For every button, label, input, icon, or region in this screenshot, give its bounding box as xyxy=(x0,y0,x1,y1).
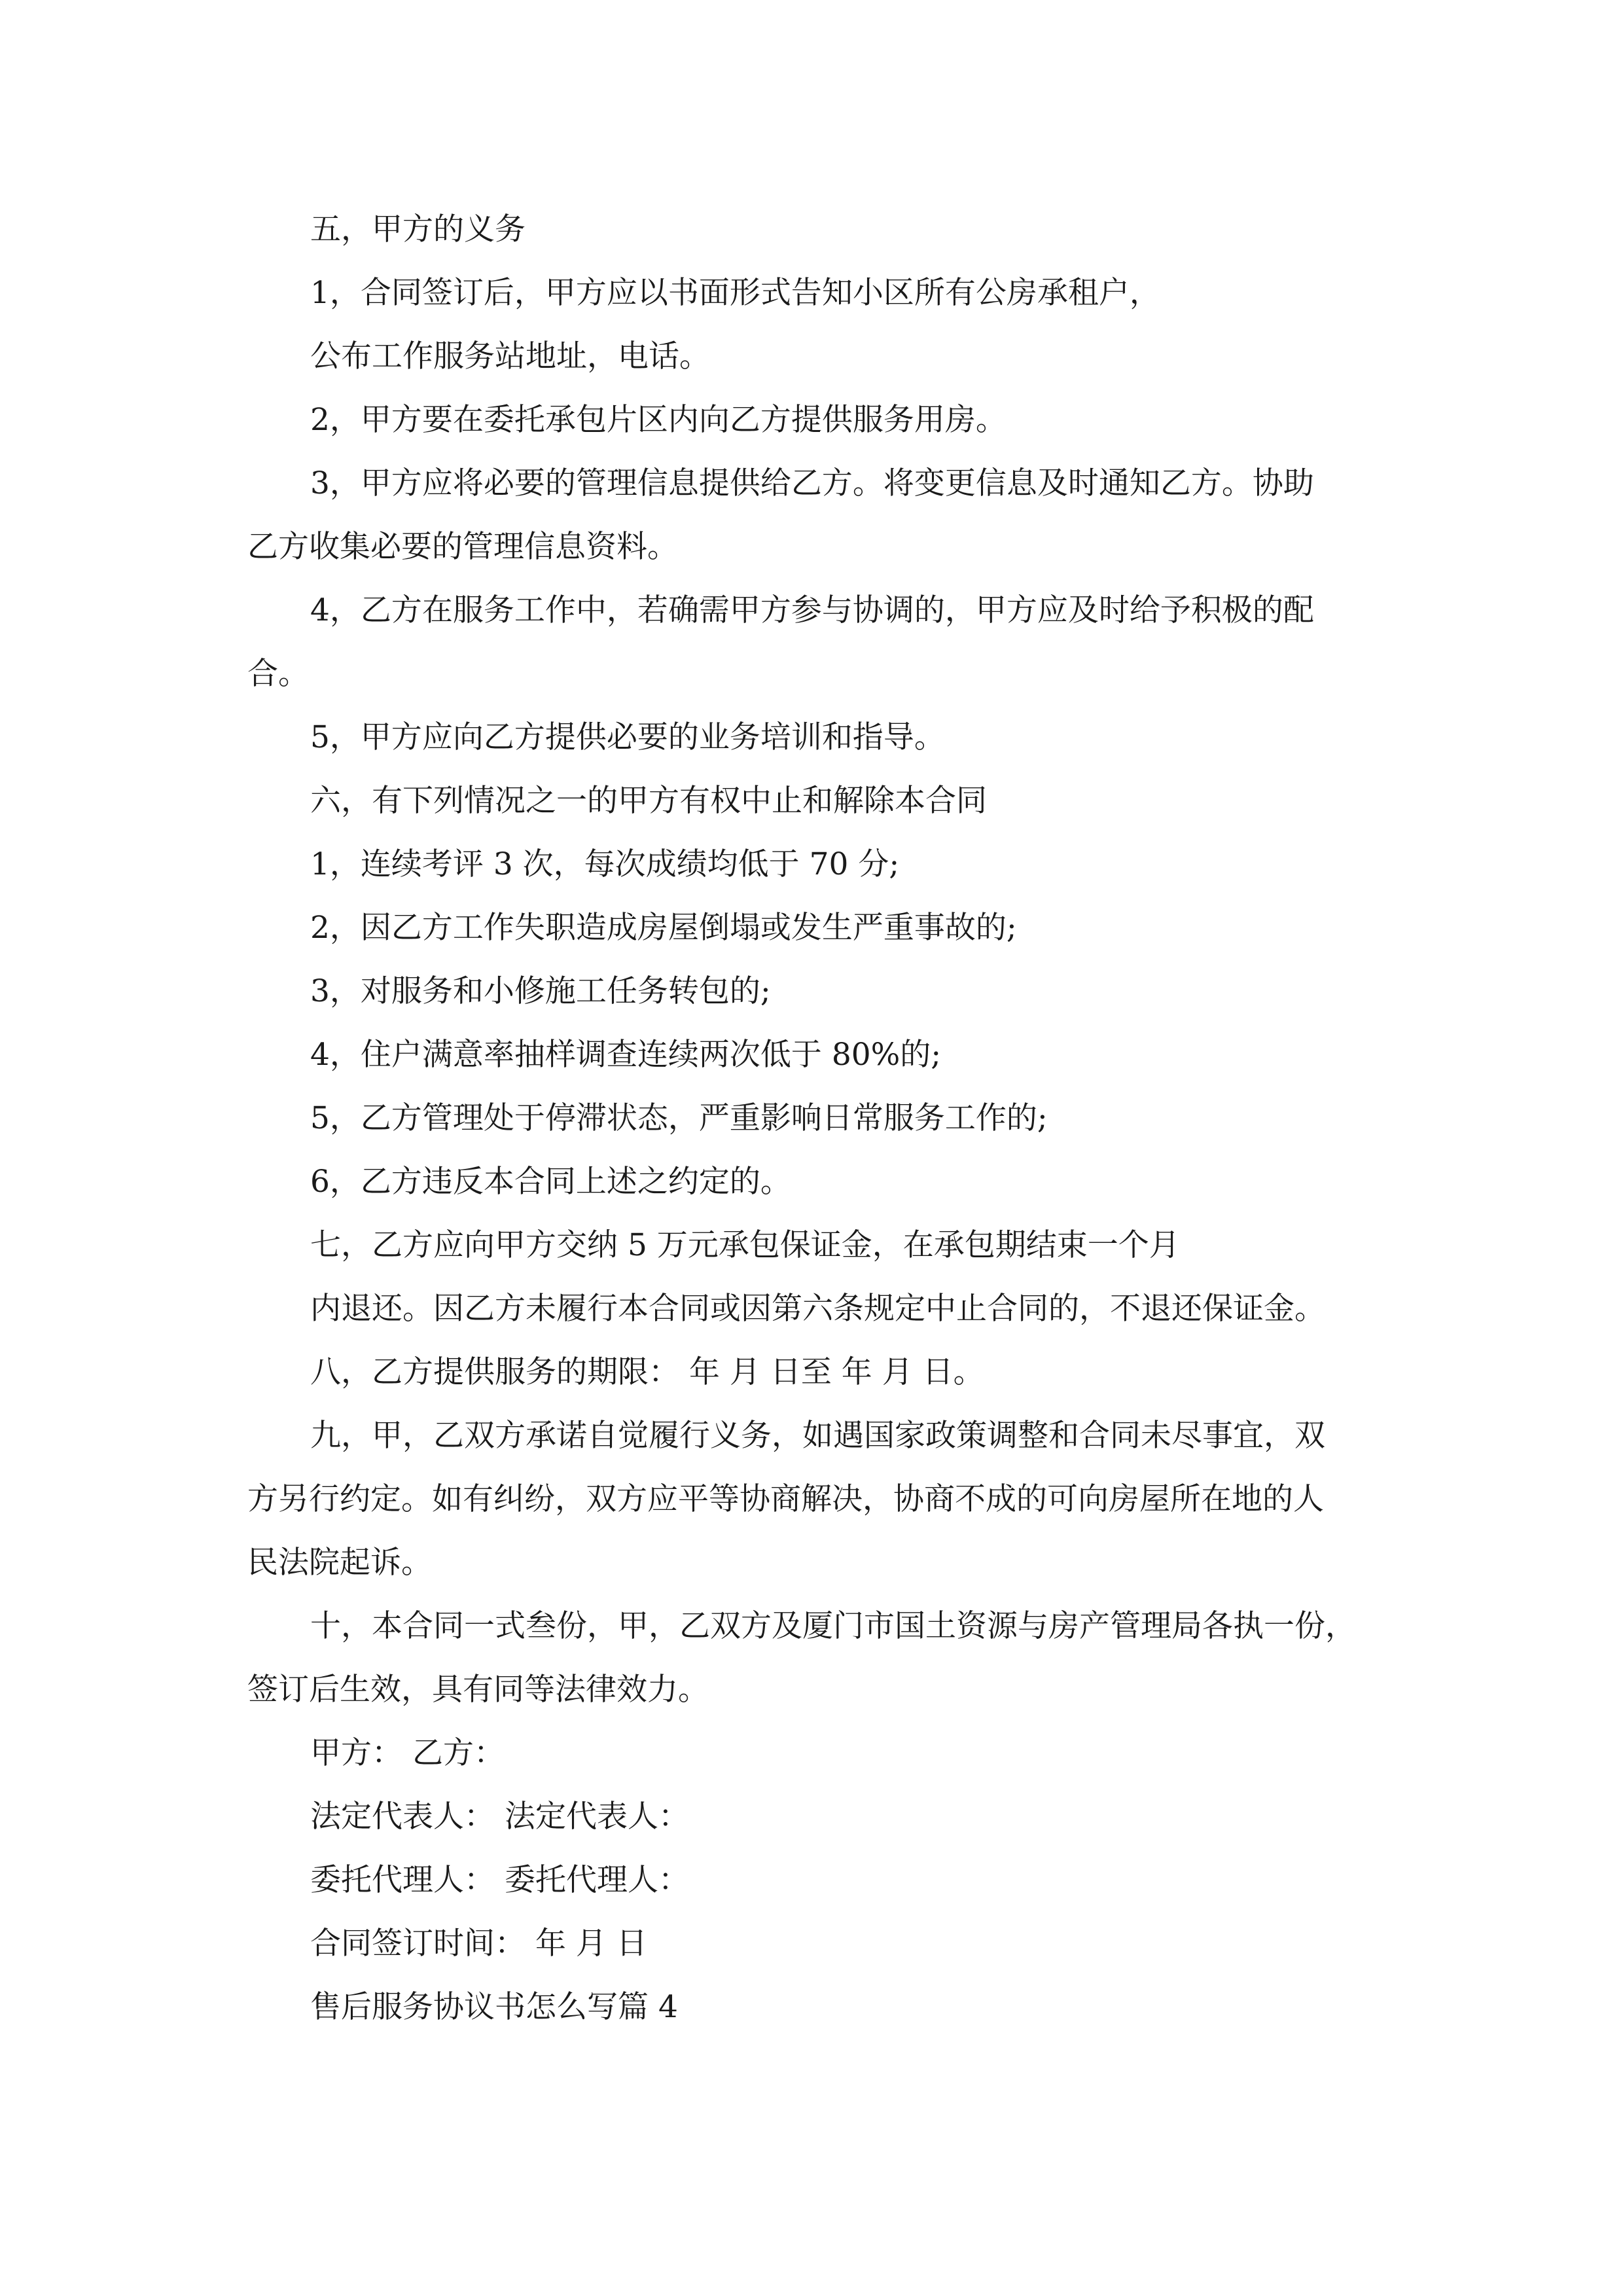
document-body xyxy=(247,198,1399,2039)
document-line: 5，甲方应向乙方提供必要的业务培训和指导。 xyxy=(310,719,945,755)
document-line: 合同签订时间： 年 月 日 xyxy=(310,1926,647,1962)
document-line: 1，连续考评 3 次，每次成绩均低于 70 分; xyxy=(310,846,900,882)
document-line: 2，因乙方工作失职造成房屋倒塌或发生严重事故的; xyxy=(310,910,1017,946)
document-line: 合。 xyxy=(247,656,309,692)
document-line: 法定代表人： 法定代表人： xyxy=(310,1799,689,1835)
document-line: 1，合同签订后，甲方应以书面形式告知小区所有公房承租户， xyxy=(310,275,1160,311)
document-line: 五，甲方的义务 xyxy=(310,211,526,247)
document-line: 公布工作服务站地址，电话。 xyxy=(310,338,710,374)
document-line: 2，甲方要在委托承包片区内向乙方提供服务用房。 xyxy=(310,402,1007,438)
document-line: 乙方收集必要的管理信息资料。 xyxy=(247,529,678,565)
document-line: 5，乙方管理处于停滞状态，严重影响日常服务工作的; xyxy=(310,1100,1048,1136)
document-line: 甲方： 乙方： xyxy=(310,1735,505,1771)
document-line: 七，乙方应向甲方交纳 5 万元承包保证金，在承包期结束一个月 xyxy=(310,1227,1180,1263)
document-line: 4，乙方在服务工作中，若确需甲方参与协调的，甲方应及时给予积极的配 xyxy=(310,592,1314,628)
document-line: 3，对服务和小修施工任务转包的; xyxy=(310,973,771,1009)
document-line: 六，有下列情况之一的甲方有权中止和解除本合同 xyxy=(310,783,987,819)
document-line: 签订后生效，具有同等法律效力。 xyxy=(247,1672,709,1708)
document-line: 方另行约定。如有纠纷，双方应平等协商解决，协商不成的可向房屋所在地的人 xyxy=(247,1481,1324,1517)
document-line: 民法院起诉。 xyxy=(247,1545,432,1581)
document-line: 3，甲方应将必要的管理信息提供给乙方。将变更信息及时通知乙方。协助 xyxy=(310,465,1314,501)
document-line: 4，住户满意率抽样调查连续两次低于 80%的; xyxy=(310,1037,942,1073)
document-line: 九，甲，乙双方承诺自觉履行义务，如遇国家政策调整和合同未尽事宜，双 xyxy=(310,1418,1325,1454)
document-line: 6，乙方违反本合同上述之约定的。 xyxy=(310,1164,791,1200)
document-line: 八，乙方提供服务的期限： 年 月 日至 年 月 日。 xyxy=(310,1354,984,1390)
document-line: 售后服务协议书怎么写篇 4 xyxy=(310,1989,678,2025)
document-line: 委托代理人： 委托代理人： xyxy=(310,1862,689,1898)
document-line: 内退还。因乙方未履行本合同或因第六条规定中止合同的，不退还保证金。 xyxy=(310,1291,1325,1327)
document-line: 十，本合同一式叁份，甲，乙双方及厦门市国土资源与房产管理局各执一份， xyxy=(310,1608,1356,1644)
